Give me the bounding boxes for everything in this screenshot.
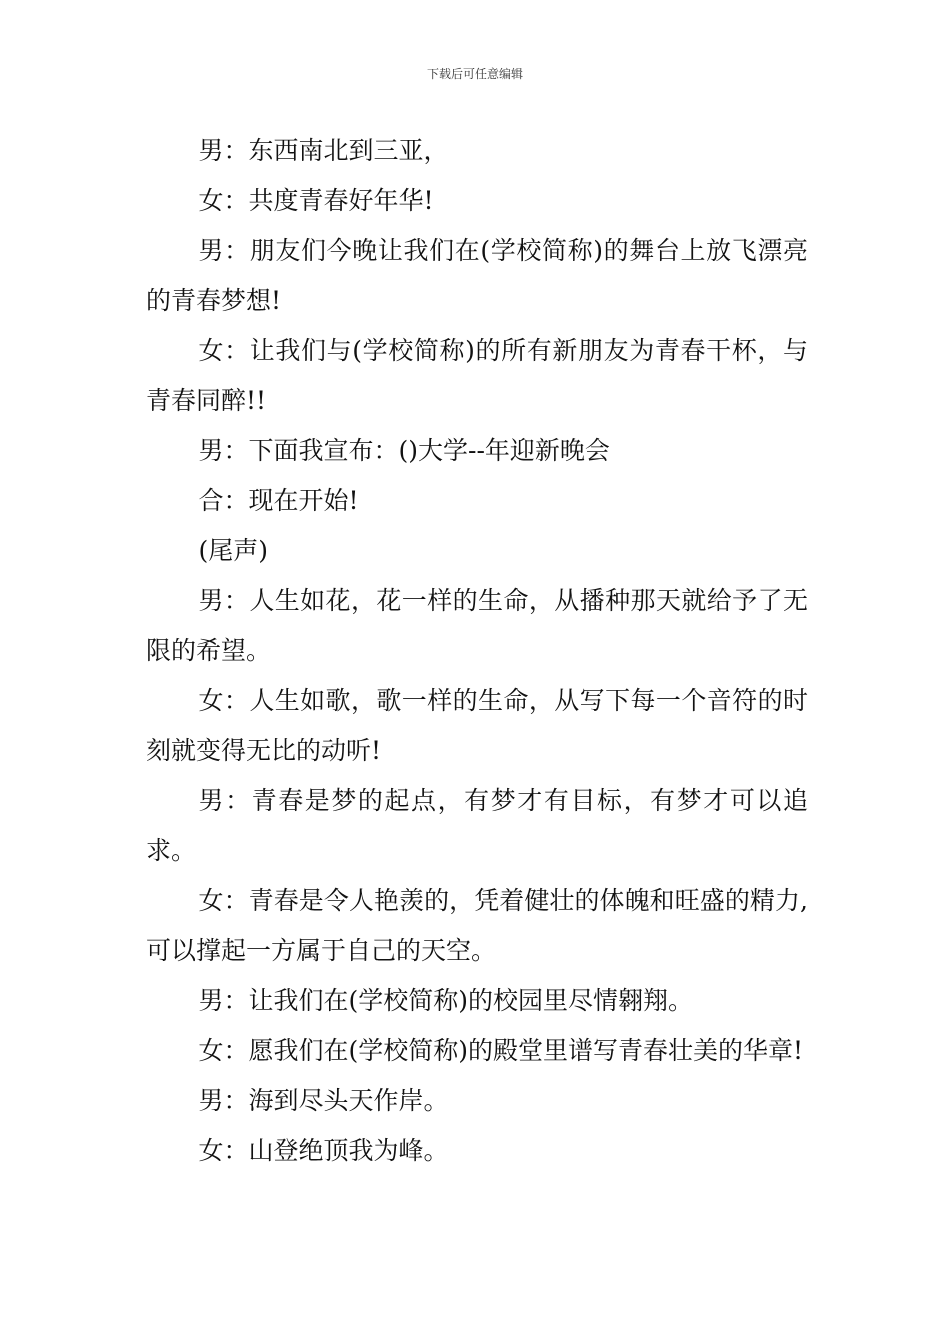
page-header: 下载后可任意编辑 — [426, 67, 523, 81]
document-body — [146, 126, 808, 1176]
paragraph: 男：让我们在(学校简称)的校园里尽情翱翔。 — [198, 986, 694, 1015]
paragraph: 女：山登绝顶我为峰。 — [198, 1136, 449, 1165]
paragraph: 女：人生如歌，歌一样的生命，从写下每一个音符的时刻就变得无比的动听! — [146, 686, 808, 765]
paragraph: (尾声) — [198, 536, 269, 565]
paragraph: 女：共度青春好年华! — [198, 186, 434, 215]
paragraph: 男：下面我宣布：()大学--年迎新晚会 — [198, 436, 610, 465]
paragraph: 男：人生如花，花一样的生命，从播种那天就给予了无限的希望。 — [146, 586, 808, 665]
paragraph: 男：青春是梦的起点，有梦才有目标，有梦才可以追求。 — [146, 786, 808, 865]
paragraph: 男：朋友们今晚让我们在(学校简称)的舞台上放飞漂亮的青春梦想! — [146, 236, 808, 315]
paragraph: 女：让我们与(学校简称)的所有新朋友为青春干杯，与青春同醉!! — [146, 336, 808, 415]
paragraph: 男：东西南北到三亚， — [198, 136, 449, 165]
paragraph: 女：青春是令人艳羡的，凭着健壮的体魄和旺盛的精力,可以撑起一方属于自己的天空。 — [146, 886, 808, 965]
paragraph: 合：现在开始! — [198, 486, 359, 515]
paragraph: 男：海到尽头天作岸。 — [198, 1086, 449, 1115]
paragraph: 女：愿我们在(学校简称)的殿堂里谱写青春壮美的华章! — [198, 1036, 804, 1065]
